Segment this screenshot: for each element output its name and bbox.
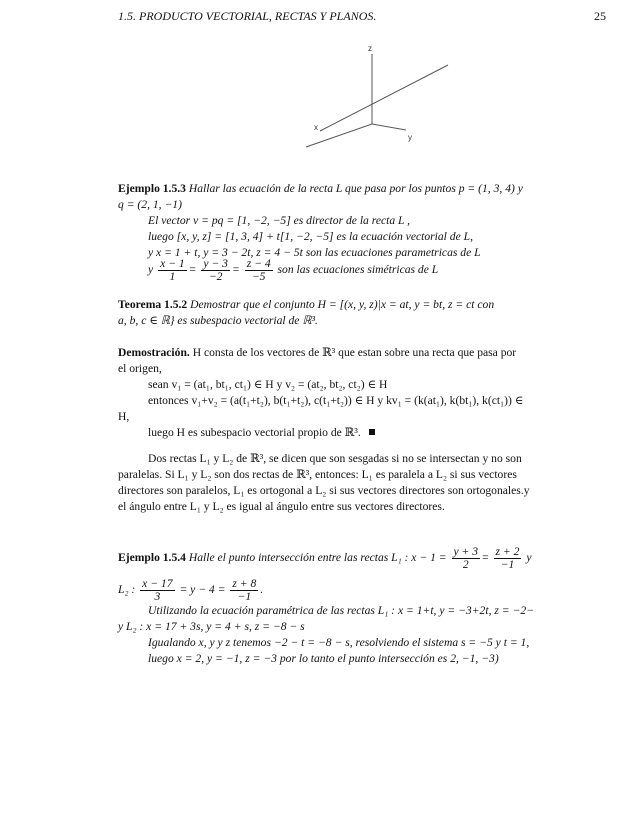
dem-line-6: luego H es subespacio vectorial propio de ℝ³. bbox=[148, 426, 375, 439]
dem-line-4: entonces v₁+v₂ = (a(t₁+t₂), b(t₁+t₂), c(t₁+t₂)) ∈ H y kv₁ = (k(at₁), k(bt₁), k(ct₁)) ∈ bbox=[148, 394, 524, 407]
ej154-title: Ejemplo 1.5.4 bbox=[118, 551, 186, 565]
fraction-b: $\frac{z + 2}{-1}$ bbox=[495, 545, 520, 571]
ej153-line-2: q = (2, 1, −1) bbox=[118, 198, 182, 211]
para-line-2: paralelas. Si L₁ y L₂ son dos rectas de ℝ³, entonces: L₁ es paralela a L₂ si sus vectores bbox=[118, 468, 517, 481]
ej153-line-6: y $\frac{x - 1}{1}$ = $\frac{y - 3}{-2}$ = $\frac{z - 4}{-5}$ son las ecuaciones simétricas de L bbox=[148, 257, 439, 283]
dem-line-2: el origen, bbox=[118, 362, 162, 375]
fraction-3: $\frac{z - 4}{-5}$ bbox=[246, 257, 271, 283]
fraction-1: $\frac{x - 1}{1}$ bbox=[160, 257, 185, 283]
ej153-line-4: luego [x, y, z] = [1, 3, 4] + t[1, −2, −5] es la ecuación vectorial de L, bbox=[148, 230, 473, 243]
ej154-line-4: y L₂ : x = 17 + 3s, y = 4 + s, z = −8 − s bbox=[118, 620, 305, 633]
fraction-2: $\frac{y - 3}{-2}$ bbox=[203, 257, 228, 283]
para-line-4: el ángulo entre L₁ y L₂ es igual al ángulo entre sus vectores directores. bbox=[118, 500, 445, 513]
x-axis-label: x bbox=[314, 123, 318, 132]
running-header: 1.5. PRODUCTO VECTORIAL, RECTAS Y PLANOS. bbox=[118, 9, 377, 23]
ej154-line-3: Utilizando la ecuación paramétrica de las rectas L₁ : x = 1+t, y = −3+2t, z = −2− bbox=[148, 604, 534, 617]
teo152-line-2: a, b, c ∈ ℝ} es subespacio vectorial de ℝ³. bbox=[118, 314, 318, 327]
y-axis-label: y bbox=[408, 133, 412, 142]
line-l bbox=[320, 65, 448, 131]
ej153-line-1: Ejemplo 1.5.3 Hallar las ecuación de la recta L que pasa por los puntos p = (1, 3, 4) y bbox=[118, 182, 523, 195]
ej154-line-1: Ejemplo 1.5.4 Halle el punto intersección entre las rectas L₁ : x − 1 = $\frac{y + 3}{2}$ = $\frac{z + 2}{-1}$ y bbox=[118, 545, 532, 571]
qed-square-icon bbox=[369, 429, 375, 435]
para-line-1: Dos rectas L₁ y L₂ de ℝ³, se dicen que son sesgadas si no se intersectan y no son bbox=[148, 452, 522, 465]
y-axis-line bbox=[372, 124, 406, 130]
fraction-a: $\frac{y + 3}{2}$ bbox=[453, 545, 479, 571]
dem-line-1: Demostración. H consta de los vectores de ℝ³ que estan sobre una recta que pasa por bbox=[118, 346, 517, 359]
teo152-line-1: Teorema 1.5.2 Demostrar que el conjunto H = [(x, y, z)|x = at, y = bt, z = ct con bbox=[118, 298, 495, 311]
ej154-line-6: luego x = 2, y = −1, z = −3 por lo tanto el punto intersección es 2, −1, −3) bbox=[148, 652, 499, 665]
fraction-d: $\frac{z + 8}{-1}$ bbox=[232, 577, 257, 603]
teo152-title: Teorema 1.5.2 bbox=[118, 298, 188, 311]
dem-line-3: sean v₁ = (at₁, bt₁, ct₁) ∈ H y v₂ = (at₂, bt₂, ct₂) ∈ H bbox=[148, 378, 388, 391]
page-number: 25 bbox=[594, 9, 606, 23]
ej154-line-5: Igualando x, y y z tenemos −2 − t = −8 − s, resolviendo el sistema s = −5 y t = 1, bbox=[148, 636, 530, 649]
ej153-line-5: y x = 1 + t, y = 3 − 2t, z = 4 − 5t son las ecuaciones parametricas de L bbox=[148, 246, 481, 259]
ej153-line-3: El vector v = pq = [1, −2, −5] es director de la recta L , bbox=[148, 214, 411, 227]
3d-axes-figure bbox=[300, 44, 470, 156]
z-axis-label: z bbox=[368, 44, 372, 53]
dem-line-5: H, bbox=[118, 410, 130, 423]
fraction-c: $\frac{x - 17}{3}$ bbox=[142, 577, 173, 603]
dem-title: Demostración. bbox=[118, 346, 190, 359]
ej154-line-2: L₂ : $\frac{x - 17}{3}$ = y − 4 = $\frac{z + 8}{-1}$ . bbox=[118, 577, 264, 603]
para-line-3: directores son paralelos, L₁ es ortogonal a L₂ si sus vectores directores son ortogonales.y bbox=[118, 484, 530, 497]
ej153-title: Ejemplo 1.5.3 bbox=[118, 182, 186, 195]
